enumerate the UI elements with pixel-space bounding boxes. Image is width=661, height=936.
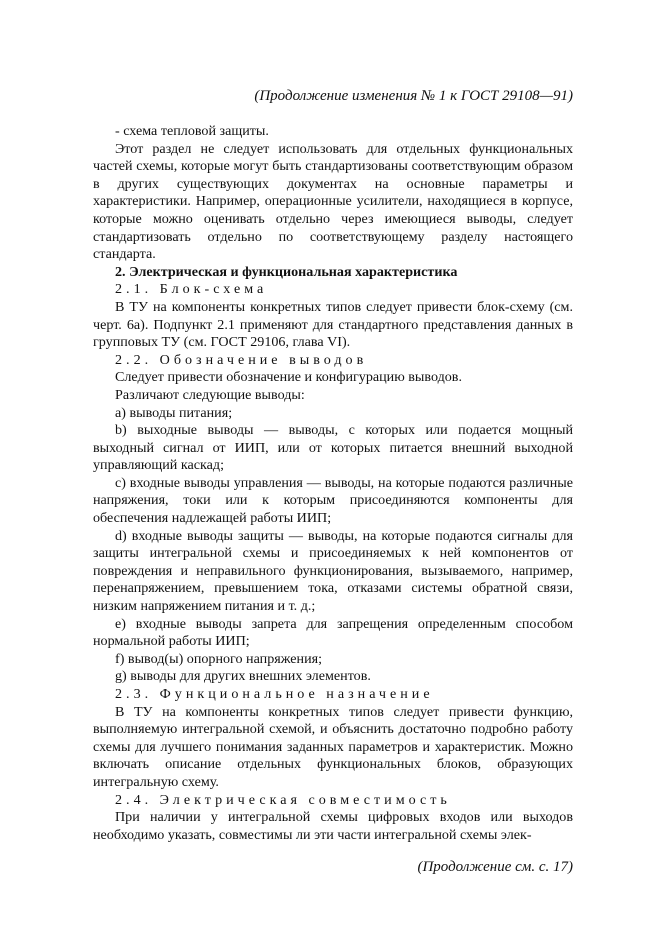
- subsection-heading: 2.2. Обозначение выводов: [115, 351, 368, 368]
- subsection-heading: 2.4. Электрическая совместимость: [115, 791, 451, 808]
- list-item: e) входные выводы запрета для запрещения определенным способом нормальной работы ИИП;: [93, 615, 573, 650]
- paragraph: При наличии у интегральной схемы цифровых входов или выходов необходимо указать, совместимы ли эти части интегральной схемы элек-: [93, 809, 573, 843]
- section-heading: 2. Электрическая и функциональная характеристика: [115, 263, 458, 280]
- paragraph: - схема тепловой защиты.: [115, 123, 269, 139]
- continuation-footer: (Продолжение см. с. 17): [417, 859, 573, 875]
- list-item: g) выводы для других внешних элементов.: [115, 668, 371, 685]
- subsection-heading: 2.3. Функциональное назначение: [115, 686, 434, 702]
- document-body: [93, 123, 573, 844]
- continuation-header: (Продолжение изменения № 1 к ГОСТ 29108—91): [254, 88, 573, 104]
- list-item: a) выводы питания;: [115, 404, 233, 421]
- list-item: c) входные выводы управления — выводы, на которые подаются различные напряжения, токи или к которым присоединяются компоненты для обеспечения надлежащей работы ИИП;: [93, 474, 573, 527]
- paragraph: Различают следующие выводы:: [115, 386, 305, 403]
- paragraph: Этот раздел не следует использовать для отдельных функциональных частей схемы, которые могут быть стандартизованы соответствующим образом в других существующих документах на основные параметры и характеристики. Например, операционные усилители, находящиеся в корпусе, которые можно оценивать отдельно через имеющиеся выводы, следует стандартизовать отдельно по соответствующему разделу настоящего стандарта.: [93, 140, 573, 263]
- list-item: b) выходные выводы — выводы, с которых или подается мощный выходный сигнал от ИИП, или от которых питается внешний выходной управляющий каскад;: [93, 422, 573, 474]
- paragraph: В ТУ на компоненты конкретных типов следует привести блок-схему (см. черт. 6а). Подпункт 2.1 применяют для стандартного представления данных в групповых ТУ (см. ГОСТ 29106, глава VI).: [93, 298, 573, 351]
- paragraph: Следует привести обозначение и конфигурацию выводов.: [115, 369, 462, 386]
- subsection-heading: 2.1. Блок-схема: [115, 281, 268, 298]
- paragraph: В ТУ на компоненты конкретных типов следует привести функцию, выполняемую интегральной схемой, и объяснить достаточно подробно работу схемы для лучшего понимания заданных параметров и характеристик. Можно включать описание отдельных функциональных блоков, образующих интегральную схему.: [93, 703, 573, 790]
- list-item: d) входные выводы защиты — выводы, на которые подаются сигналы для защиты интегральной схемы и присоединяемых к ней компонентов от повреждения и неправильного функционирования, вызываемого, например, перенапряжением, превышением тока, отказами системы обратной связи, низким напряжением питания и т. д.;: [93, 527, 573, 615]
- list-item: f) вывод(ы) опорного напряжения;: [115, 650, 323, 667]
